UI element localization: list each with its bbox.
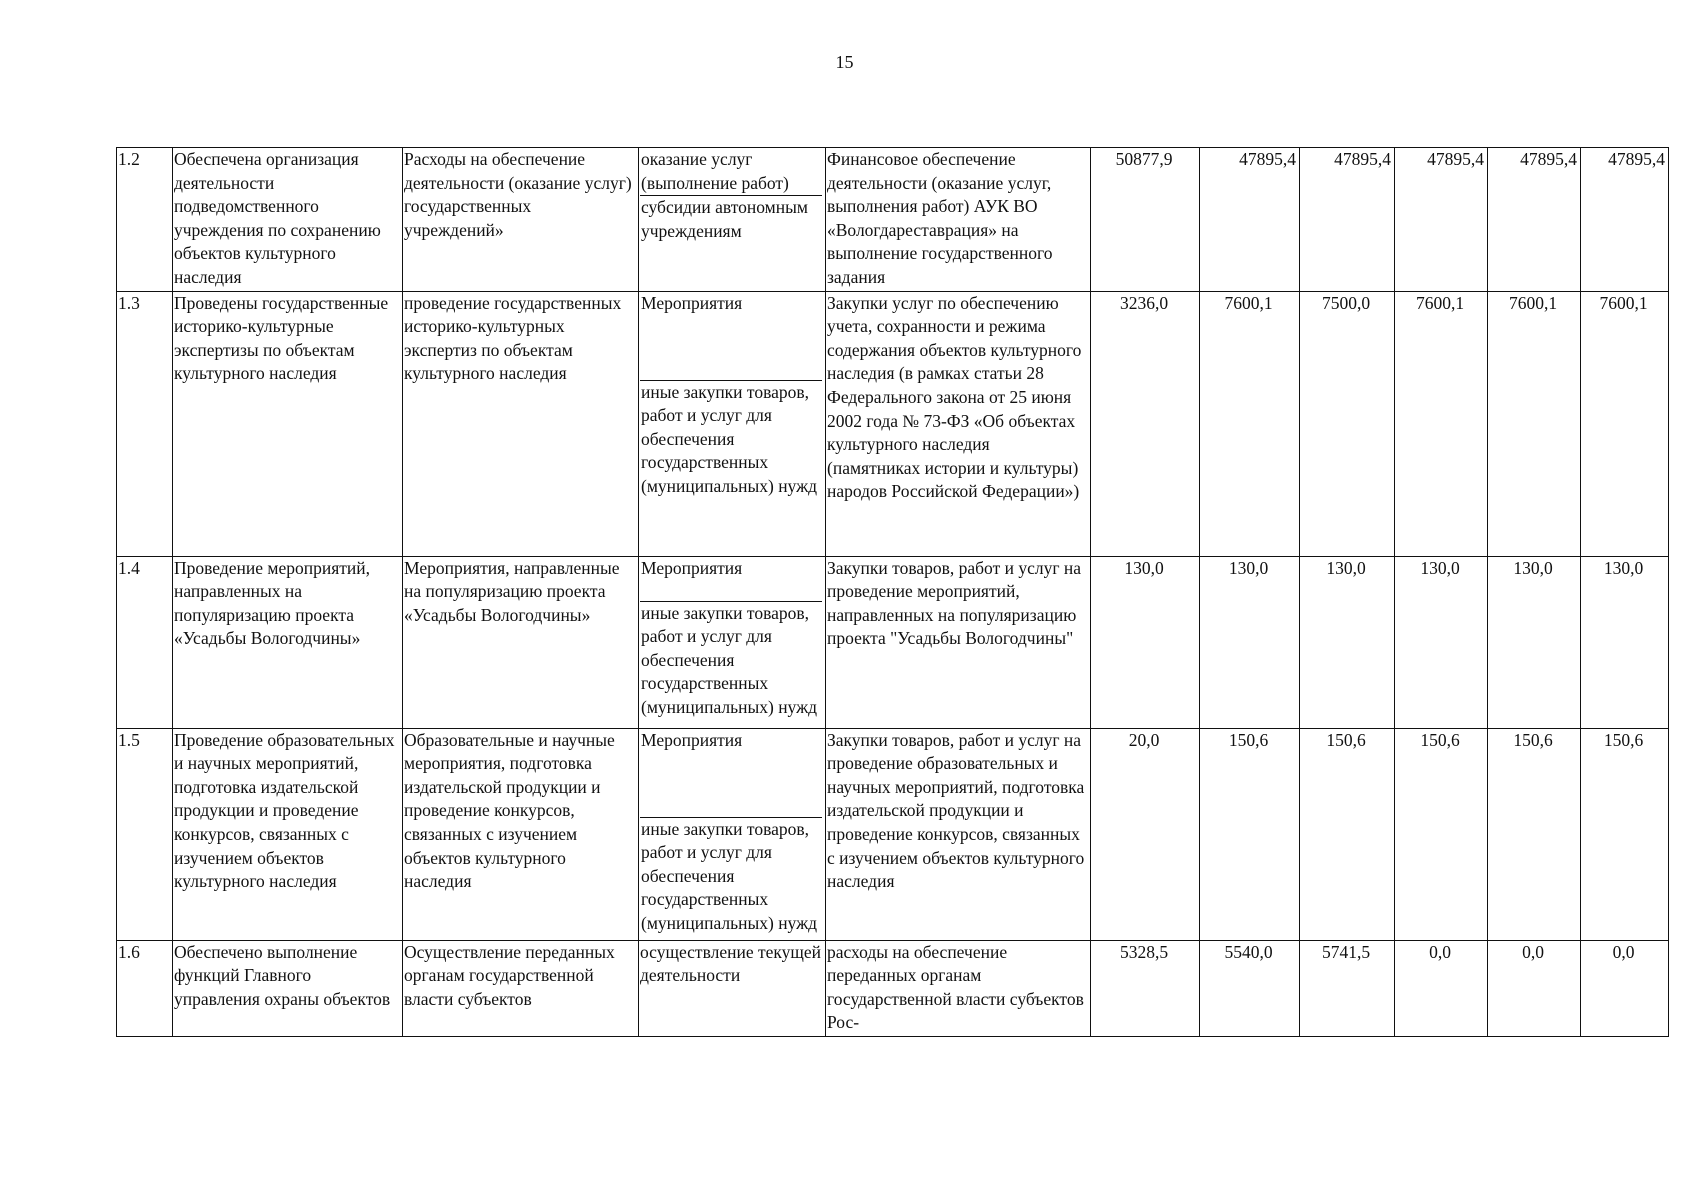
task-name: Обеспечена организация деятельности подведомственного учреждения по сохранению объектов культурного наследия	[173, 148, 403, 292]
value-cell: 47895,4	[1395, 148, 1488, 292]
value-cell: 20,0	[1091, 728, 1200, 940]
expense-description: расходы на обеспечение переданных органам государственной власти субъектов Рос-	[826, 940, 1091, 1036]
task-name: Проведение мероприятий, направленных на популяризацию проекта «Усадьбы Вологодчины»	[173, 556, 403, 728]
value-cell: 7600,1	[1488, 291, 1581, 556]
row-number-text: 1.6	[118, 941, 140, 962]
value-cell: 5741,5	[1300, 940, 1395, 1036]
table-row	[117, 291, 1669, 556]
expense-description: Финансовое обеспечение деятельности (оказание услуг, выполнения работ) АУК ВО «Вологдареставрация» на выполнение государственного задания	[826, 148, 1091, 292]
value-cell: 47895,4	[1488, 148, 1581, 292]
value-cell: 50877,9	[1091, 148, 1200, 292]
expense-kind: осуществление текущей деятельности	[639, 940, 826, 1036]
expense-kind-bottom: иные закупки товаров, работ и услуг для обеспечения государственных (муниципальных) нужд	[641, 818, 818, 933]
row-number: 1.4	[117, 556, 173, 728]
expense-kind-top: Мероприятия	[640, 292, 822, 381]
value-cell: 0,0	[1488, 940, 1581, 1036]
expense-name: Образовательные и научные мероприятия, подготовка издательской продукции и проведение конкурсов, связанных с изучением объектов культурного наследия	[403, 728, 639, 940]
value-cell: 130,0	[1091, 556, 1200, 728]
value-cell: 150,6	[1581, 728, 1669, 940]
table-row	[117, 728, 1669, 940]
value-cell: 47895,4	[1300, 148, 1395, 292]
value-cell: 130,0	[1300, 556, 1395, 728]
expense-kind-bottom: иные закупки товаров, работ и услуг для обеспечения государственных (муниципальных) нужд	[641, 602, 818, 717]
expense-kind	[639, 291, 826, 556]
row-number: 1.2	[117, 148, 173, 292]
value-cell: 47895,4	[1200, 148, 1300, 292]
row-number: 1.3	[117, 291, 173, 556]
table-row	[117, 148, 1669, 292]
expense-description: Закупки товаров, работ и услуг на проведение мероприятий, направленных на популяризацию проекта "Усадьбы Вологодчины"	[826, 556, 1091, 728]
expense-kind	[639, 556, 826, 728]
expense-name: Расходы на обеспечение деятельности (оказание услуг) государственных учреждений»	[403, 148, 639, 292]
value-cell: 3236,0	[1091, 291, 1200, 556]
expense-kind-top: Мероприятия	[640, 557, 822, 602]
value-cell: 130,0	[1395, 556, 1488, 728]
expense-kind	[639, 728, 826, 940]
expense-kind-top: оказание услуг (выполнение работ)	[640, 148, 822, 196]
value-cell: 7600,1	[1395, 291, 1488, 556]
row-number: 1.5	[117, 728, 173, 940]
value-cell: 5328,5	[1091, 940, 1200, 1036]
expense-kind-top: Мероприятия	[640, 729, 822, 818]
value-cell: 150,6	[1200, 728, 1300, 940]
value-cell: 150,6	[1300, 728, 1395, 940]
value-cell: 130,0	[1581, 556, 1669, 728]
value-cell: 7600,1	[1581, 291, 1669, 556]
expense-kind-bottom: субсидии автономным учреждениям	[641, 197, 808, 241]
value-cell: 7600,1	[1200, 291, 1300, 556]
table-row	[117, 940, 1669, 1036]
value-cell: 7500,0	[1300, 291, 1395, 556]
row-number	[117, 940, 173, 1036]
expense-name: проведение государственных историко-культурных экспертиз по объектам культурного наследия	[403, 291, 639, 556]
expense-kind-bottom: иные закупки товаров, работ и услуг для обеспечения государственных (муниципальных) нужд	[641, 381, 818, 496]
value-cell: 0,0	[1395, 940, 1488, 1036]
value-cell: 130,0	[1488, 556, 1581, 728]
task-name: Обеспечено выполнение функций Главного управления охраны объектов	[173, 940, 403, 1036]
expense-name: Осуществление переданных органам государственной власти субъектов	[403, 940, 639, 1036]
value-cell: 0,0	[1581, 940, 1669, 1036]
expense-kind	[639, 148, 826, 292]
value-cell: 5540,0	[1200, 940, 1300, 1036]
table-row	[117, 556, 1669, 728]
task-name: Проведение образовательных и научных мероприятий, подготовка издательской продукции и проведение конкурсов, связанных с изучением объектов культурного наследия	[173, 728, 403, 940]
page-number: 15	[835, 52, 854, 72]
value-cell: 47895,4	[1581, 148, 1669, 292]
task-name: Проведены государственные историко-культурные экспертизы по объектам культурного наследия	[173, 291, 403, 556]
expense-name: Мероприятия, направленные на популяризацию проекта «Усадьбы Вологодчины»	[403, 556, 639, 728]
value-cell: 150,6	[1395, 728, 1488, 940]
value-cell: 130,0	[1200, 556, 1300, 728]
budget-table	[116, 147, 1669, 1037]
expense-description: Закупки товаров, работ и услуг на проведение образовательных и научных мероприятий, подготовка издательской продукции и проведение конкурсов, связанных с изучением объектов культурного наследия	[826, 728, 1091, 940]
expense-description: Закупки услуг по обеспечению учета, сохранности и режима содержания объектов культурного наследия (в рамках статьи 28 Федерального закона от 25 июня 2002 года № 73-ФЗ «Об объектах культурного наследия (памятниках истории и культуры) народов Российской Федерации»)	[826, 291, 1091, 556]
value-cell: 150,6	[1488, 728, 1581, 940]
